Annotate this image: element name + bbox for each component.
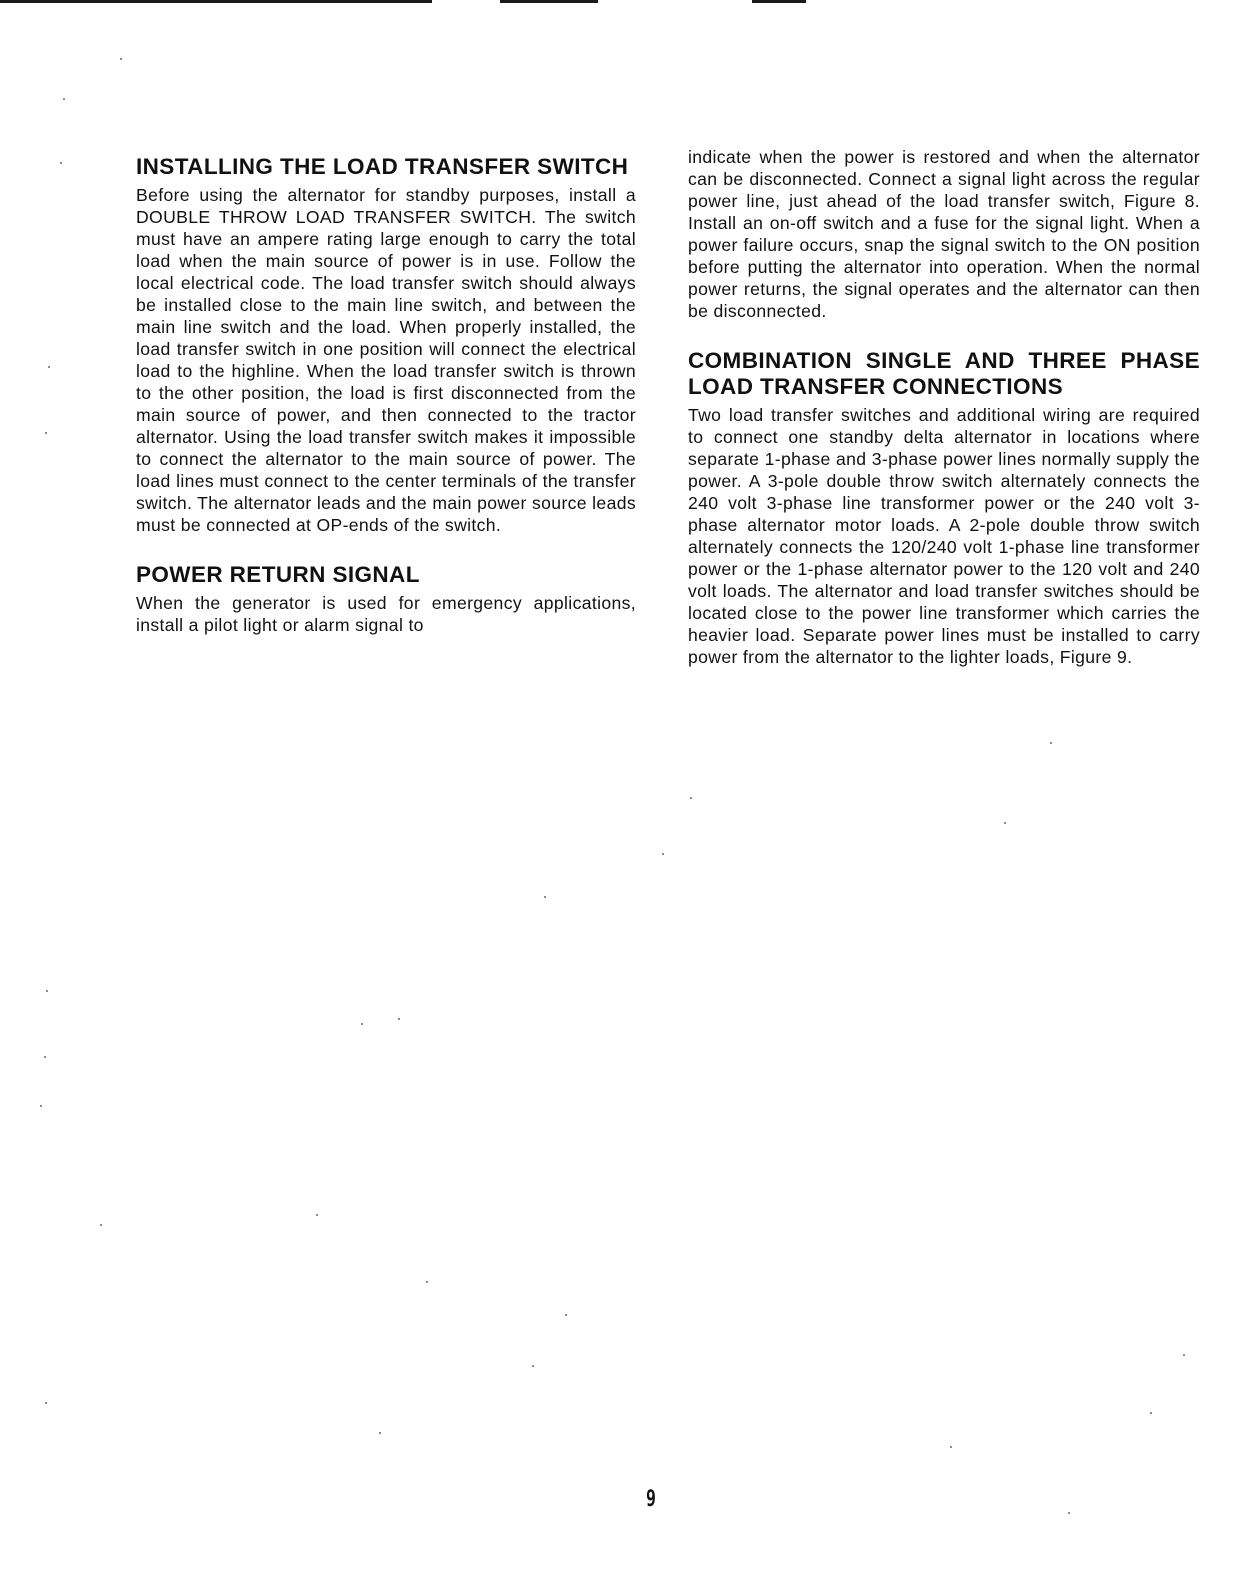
body-paragraph-installing: Before using the alternator for standby purposes, install a DOUBLE THROW LOAD TRANSFER SWITCH. The switch must have an ampere rating large enough to carry the total load when the main source of power is in use. Follow the local electrical code. The load transfer switch should always be installed close to the main line switch, and between the main line switch and the load. When properly installed, the load transfer switch in one position will connect the electrical load to the highline. When the load transfer switch is thrown to the other position, the load is first disconnected from the main source of power, and then connected to the tractor alternator. Using the load transfer switch makes it impossible to connect the alternator to the main source of power. The load lines must connect to the center terminals of the transfer switch. The alternator leads and the main power source leads must be connected at OP-ends of the switch. bbox=[136, 185, 636, 535]
page-number: 9 bbox=[646, 1487, 656, 1512]
body-paragraph-combination: Two load transfer switches and additional wiring are required to connect one standby delta alternator in locations where separate 1-phase and 3-phase power lines normally supply the power. A 3-pole double throw switch alternately connects the 240 volt 3-phase line transformer power or the 240 volt 3-phase alternator motor loads. A 2-pole double throw switch alternately connects the 120/240 volt 1-phase line transformer power or the 1-phase alternator power to the 120 volt and 240 volt loads. The alternator and load transfer switches should be located close to the power line transformer which carries the heavier load. Separate power lines must be installed to carry power from the alternator to the lighter loads, Figure 9. bbox=[688, 405, 1200, 667]
scan-speck bbox=[565, 1314, 567, 1316]
scan-speck bbox=[544, 896, 546, 898]
scan-speck bbox=[379, 1432, 381, 1434]
section-heading-combination-connections: COMBINATION SINGLE AND THREE PHASE LOAD TRANSFER CONNECTIONS bbox=[688, 348, 1200, 399]
scan-speck bbox=[690, 797, 692, 799]
scan-speck bbox=[45, 432, 47, 434]
section-heading-power-return-signal: POWER RETURN SIGNAL bbox=[136, 562, 420, 587]
scan-speck bbox=[316, 1214, 318, 1216]
scan-speck bbox=[45, 1402, 47, 1404]
scan-speck bbox=[1183, 1354, 1185, 1356]
scan-speck bbox=[120, 58, 122, 60]
scan-speck bbox=[100, 1224, 102, 1226]
scan-speck bbox=[662, 853, 664, 855]
scan-speck bbox=[44, 1056, 46, 1058]
top-border-gap bbox=[432, 0, 500, 3]
scan-speck bbox=[1004, 822, 1006, 824]
scan-speck bbox=[398, 1018, 400, 1020]
body-paragraph-power-return-continued: indicate when the power is restored and when the alternator can be disconnected. Connect a signal light across the regular power line, just ahead of the load transfer switch, Figure 8. Install an on-off switch and a fuse for the signal light. When a power failure occurs, snap the signal switch to the ON position before putting the alternator into operation. When the normal power returns, the signal operates and the alternator can then be disconnected. bbox=[688, 147, 1200, 321]
scan-speck bbox=[426, 1281, 428, 1283]
left-column bbox=[136, 146, 636, 636]
scan-speck bbox=[1068, 1512, 1070, 1514]
scan-speck bbox=[532, 1365, 534, 1367]
scan-speck bbox=[60, 162, 62, 164]
scan-speck bbox=[1150, 1412, 1152, 1414]
section-heading-installing-load-transfer-switch: INSTALLING THE LOAD TRANSFER SWITCH bbox=[136, 154, 629, 179]
scan-speck bbox=[361, 1023, 363, 1025]
top-border-gap bbox=[806, 0, 1260, 3]
top-border-gap bbox=[598, 0, 752, 3]
body-paragraph-power-return: When the generator is used for emergency applications, install a pilot light or alarm signal to bbox=[136, 593, 636, 635]
scan-speck bbox=[40, 1105, 42, 1107]
scan-speck bbox=[63, 98, 65, 100]
right-column bbox=[688, 146, 1200, 668]
scan-speck bbox=[950, 1446, 952, 1448]
scan-speck bbox=[46, 990, 48, 992]
scan-speck bbox=[1050, 742, 1052, 744]
scan-speck bbox=[48, 366, 50, 368]
